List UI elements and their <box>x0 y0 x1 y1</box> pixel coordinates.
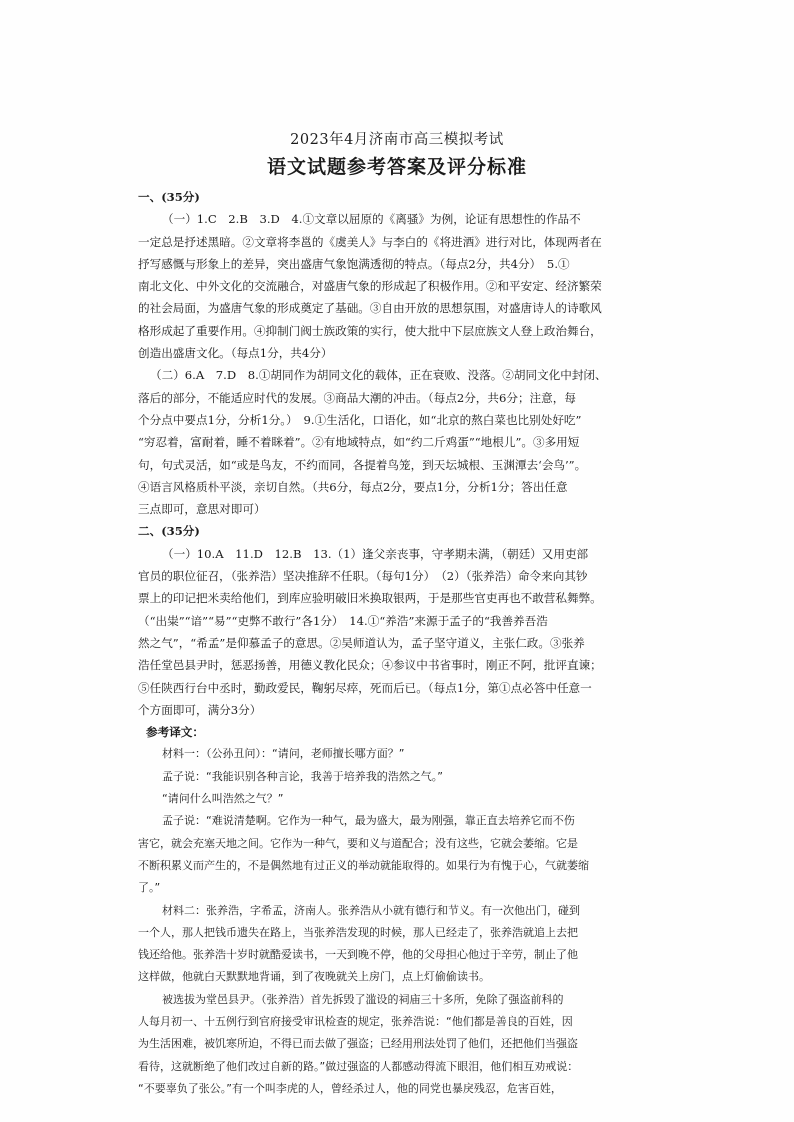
text-line: 材料二：张养浩，字希孟，济南人。张养浩从小就有德行和节义。有一次他出门，碰到 <box>162 903 580 917</box>
text-line: （一）1.C 2.B 3.D 4.①文章以屈原的《离骚》为例，论证有思想性的作品不 <box>162 212 581 227</box>
text-line: 被选拔为堂邑县尹。（张养浩）首先拆毁了滥设的祠庙三十多所，免除了强盗前科的 <box>162 992 564 1006</box>
text-line: 抒写感慨与形象上的差异，突出盛唐气象饱满透彻的特点。（每点2分，共4分） 5.① <box>138 256 570 271</box>
text-line: （一）10.A 11.D 12.B 13.（1）逢父亲丧事，守孝期未满，（朝廷）又用吏部 <box>162 546 589 561</box>
text-line: 创造出盛唐文化。（每点1分，共4分） <box>138 346 333 361</box>
answer-key-title: 语文试题参考答案及评分标准 <box>266 156 527 178</box>
text-line: （“出粜”“谙”“易”“吏弊不敢行”各1分） 14.①“养浩”来源于孟子的“我善养吾浩 <box>138 613 548 628</box>
exam-title: 2023年4月济南市高三模拟考试 <box>290 132 504 148</box>
text-line: 票上的印记把米卖给他们，到库应验明破旧米换取银两，于是那些官吏再也不敢营私舞弊。 <box>138 591 602 606</box>
text-line: 三点即可，意思对即可） <box>138 502 266 517</box>
text-line: 人每月初一、十五例行到官府接受审讯检查的规定，张养浩说：“他们都是善良的百姓，因 <box>138 1014 573 1028</box>
text-line: 二、(35分) <box>138 524 200 539</box>
text-line: 一个人，那人把钱币遗失在路上，当张养浩发现的时候，那人已经走了，张养浩就追上去把 <box>138 925 578 939</box>
text-line: 格形成起了重要作用。④抑制门阀士族政策的实行，使大批中下层庶族文人登上政治舞台， <box>138 323 602 338</box>
text-line: 落后的部分，不能适应时代的发展。③商品大潮的冲击。（每点2分，共6分；注意，每 <box>138 390 576 405</box>
text-line: 官员的职位征召，（张养浩）坚决推辞不任职。（每句1分） （2）（张养浩）命令来向其钞 <box>138 569 588 584</box>
text-line: 看待，这就断绝了他们改过自新的路。”做过强盗的人都感动得流下眼泪，他们相互劝戒说： <box>138 1059 579 1073</box>
text-line: 然之气”，“希孟”是仰慕孟子的意思。②吴师道认为，孟子坚守道义，主张仁政。③张养 <box>138 635 585 650</box>
text-line: 害它，就会充塞天地之间。它作为一种气，要和义与道配合；没有这些，它就会萎缩。它是 <box>138 836 578 850</box>
text-line: “穷忍着，富耐着，睡不着眯着”。②有地域特点，如“约二斤鸡蛋”“地根儿”。③多用短 <box>138 435 580 450</box>
text-line: 孟子说：“我能识别各种言论，我善于培养我的浩然之气。” <box>162 769 443 783</box>
text-line: 这样做，他就白天默默地背诵，到了夜晚就关上房门，点上灯偷偷读书。 <box>138 970 490 984</box>
text-line: 南北文化、中外文化的交流融合，对盛唐气象的形成起了积极作用。②和平安定、经济繁荣 <box>138 279 602 294</box>
text-line: 的社会局面，为盛唐气象的形成奠定了基础。③自由开放的思想氛围，对盛唐诗人的诗歌风 <box>138 301 602 316</box>
text-line: 个分点中要点1分，分析1分。） 9.①生活化，口语化，如“北京的熬白菜也比别处好吃” <box>138 412 582 427</box>
text-line: 钱还给他。张养浩十岁时就酷爱读书，一天到晚不停，他的父母担心他过于辛劳，制止了他 <box>138 948 578 962</box>
text-line: ④语言风格质朴平淡，亲切自然。（共6分，每点2分，要点1分，分析1分；答出任意 <box>138 479 568 494</box>
text-line: 参考译文： <box>146 725 204 740</box>
text-line: ⑤任陕西行台中丞时，勤政爱民，鞠躬尽瘁，死而后已。（每点1分，第①点必答中任意一 <box>138 680 592 695</box>
text-line: 个方面即可，满分3分） <box>138 702 262 717</box>
answer-body <box>138 186 660 1100</box>
text-line: 不断积累义而产生的，不是偶然地有过正义的举动就能取得的。如果行为有愧于心，气就萎缩 <box>138 858 589 872</box>
text-line: 一、(35分) <box>138 190 200 204</box>
text-line: 了。” <box>138 881 161 895</box>
text-line: 孟子说：“难说清楚啊。它作为一种气，最为盛大，最为刚强，靠正直去培养它而不伤 <box>162 814 575 828</box>
text-line: 为生活困难，被饥寒所迫，不得已而去做了强盗；已经用刑法处罚了他们，还把他们当强盗 <box>138 1037 578 1051</box>
text-line: 一定总是抒述黑暗。②文章将李邕的《虞美人》与李白的《将进酒》进行对比，体现两者在 <box>138 234 602 249</box>
text-line: 材料一：（公孙丑问）：“请问，老师擅长哪方面？” <box>162 747 405 761</box>
text-line: “不要辜负了张公。”有一个叫李虎的人，曾经杀过人，他的同党也暴戾残忍，危害百姓， <box>138 1081 562 1095</box>
text-line: “请问什么叫浩然之气？” <box>162 792 284 806</box>
text-line: （二）6.A 7.D 8.①胡同作为胡同文化的载体，正在衰败、没落。②胡同文化中封闭、 <box>150 368 607 383</box>
text-line: 浩任堂邑县尹时，惩恶扬善，用德义教化民众；④参议中书省事时，刚正不阿，批评直谏； <box>138 658 602 673</box>
text-line: 句，句式灵活，如“或是鸟友，不约而同，各提着鸟笼，到天坛城根、玉渊潭去‘会鸟’”。 <box>138 457 587 472</box>
